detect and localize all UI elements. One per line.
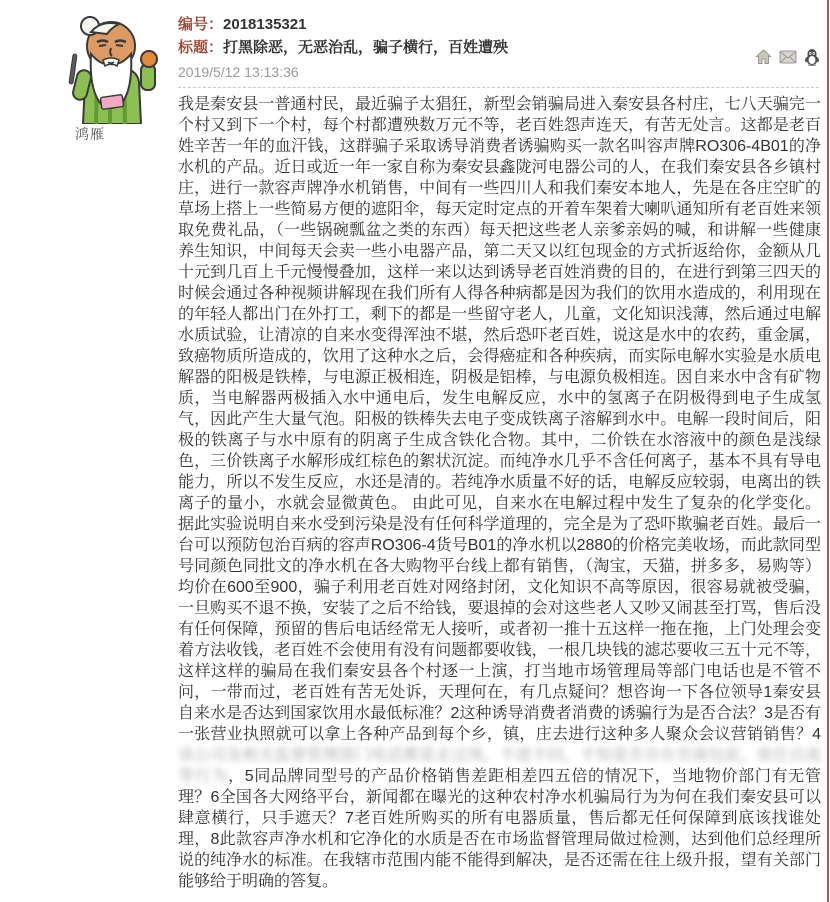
body-text-segment: ，5同品牌同型号的产品价格销售差距相差四五倍的情况下，当地物价部门有无管理？6全国各大网络平台，新闻都在曝光的这种农村净水机骗局行为为何在我们秦安县可以肆意横行，只手遮天？7老百姓所购买的所有电器质量，售后都无任何保障到底该找谁处理，8此款容声净水机和它净化的水质是否在市场监督管理局做过检测，达到他们总经理所说的纯净水的标准。在我辖市范围内能不能得到解决，是否还需在往上级升报，望有关部门能够给于明确的答复。 bbox=[178, 768, 821, 890]
qq-penguin-icon[interactable] bbox=[804, 48, 820, 66]
post-title: 打黑除恶，无恶治乱，骗子横行，百姓遭殃 bbox=[223, 39, 509, 56]
post-number-label: 编号： bbox=[178, 16, 224, 33]
elder-cartoon-avatar-image bbox=[45, 12, 175, 124]
dashed-divider bbox=[178, 87, 819, 88]
post-title-row bbox=[178, 37, 821, 59]
redacted-text: 该公司及相关监督管理部门电话都是走过场，不进不问，不知是否存在官商包庇，放任自流等行为 bbox=[178, 747, 821, 785]
page-right-border bbox=[827, 0, 829, 902]
post-title-label: 标题： bbox=[178, 39, 224, 56]
body-text-segment: 我是秦安县一普通村民，最近骗子太猖狂，新型会销骗局进入秦安县各村庄，七八天骗完一个村又到下一个村，每个村都遭殃数万元不等，老百姓怨声连天，有苦无处言。这都是老百姓辛苦一年的血汗钱，这群骗子采取诱导消费者诱骗购买一款名叫容声牌RO306-4B01的净水机的产品。近日或近一年一家自称为秦安县鑫陇河电器公司的人，在我们秦安县各乡镇村庄，进行一款容声牌净水机销售，中间有一些四川人和我们秦安本地人，先是在各庄空旷的草场上搭上一些简易方便的遮阳伞，每天定时定点的开着车架着大喇叭通知所有老百姓来领取免费礼品，（一些锅碗瓢盆之类的东西）每天把这些老人亲爹亲妈的喊，和讲解一些健康养生知识，中间每天会卖一些小电器产品，第二天又以红包现金的方式折返给你，金额从几十元到几百上千元慢慢叠加，这样一来以达到诱导老百姓消费的目的，在进行到第三四天的时候会通过各种视频讲解现在我们所有人得各种病都是因为我们的饮用水造成的，利用现在的年轻人都出门在外打工，剩下的都是一些留守老人，儿童，文化知识浅薄，然后通过电解水质试验，让清凉的自来水变得浑浊不堪，然后恐吓老百姓，说这是水中的农药，重金属，致癌物质所造成的，饮用了这种水之后，会得癌症和各种疾病，而实际电解水实验是水质电解器的阳极是铁棒，与电源正极相连，阴极是铝棒，与电源负极相连。因自来水中含有矿物质，当电解器两极插入水中通电后，发生电解反应，水中的氢离子在阴极得到电子生成氢气，因此产生大量气泡。阳极的铁棒失去电子变成铁离子溶解到水中。电解一段时间后，阳极的铁离子与水中原有的阴离子生成含铁化合物。其中，二价铁在水溶液中的颜色是浅绿色，三价铁离子水解形成红棕色的絮状沉淀。而纯净水几乎不含任何离子，基本不具有导电能力，所以不发生反应，水还是清的。若纯净水质量不好的话，电解反应较弱，电离出的铁离子的量小，水就会显微黄色。 由此可见，自来水在电解过程中发生了复杂的化学变化。据此实验说明自来水受到污染是没有任何科学道理的，完全是为了恐吓欺骗老百姓。最后一台可以预防包治百病的容声RO306-4货号B01的净水机以2880的价格完美收场，而此款同型号同颜色同批文的净水机在各大购物平台线上都有销售，（淘宝，天猫，拼多多，易购等）均价在600至900，骗子利用老百姓对网络封闭，文化知识不高等原因，很容易就被受骗，一旦购买不退不换，安装了之后不给钱，要退掉的会对这些老人又吵又闹甚至打骂，售后没有任何保障，预留的售后电话经常无人接听，或者初一推十五这样一拖在拖，上门处理会变着方法收钱，老百姓不会使用有没有问题都要收钱，一根几块钱的滤芯要收三五十元不等，这样这样的骗局在我们秦安县各个村逐一上演，打当地市场管理局等部门电话也是不管不问，一带而过，老百姓有苦无处诉，天理何在，有几点疑问？想咨询一下各位领导1秦安县自来水是否达到国家饮用水最低标准？2这种诱导消费者消费的诱骗行为是否合法？3是否有一张营业执照就可以拿上各种产品到每个乡，镇，庄去进行这种多人聚众会议营销销售？4 bbox=[178, 96, 821, 743]
home-icon[interactable] bbox=[755, 49, 772, 65]
author-name: 鸿雁 bbox=[75, 126, 105, 142]
post-number-row bbox=[178, 14, 821, 36]
post-number: 2018135321 bbox=[223, 16, 307, 33]
post-header bbox=[178, 14, 821, 82]
share-icon-row bbox=[755, 48, 820, 66]
message-body bbox=[178, 94, 821, 892]
post-datetime: 2019/5/12 13:13:36 bbox=[178, 64, 299, 80]
avatar bbox=[45, 12, 175, 124]
mail-icon[interactable] bbox=[779, 50, 797, 64]
